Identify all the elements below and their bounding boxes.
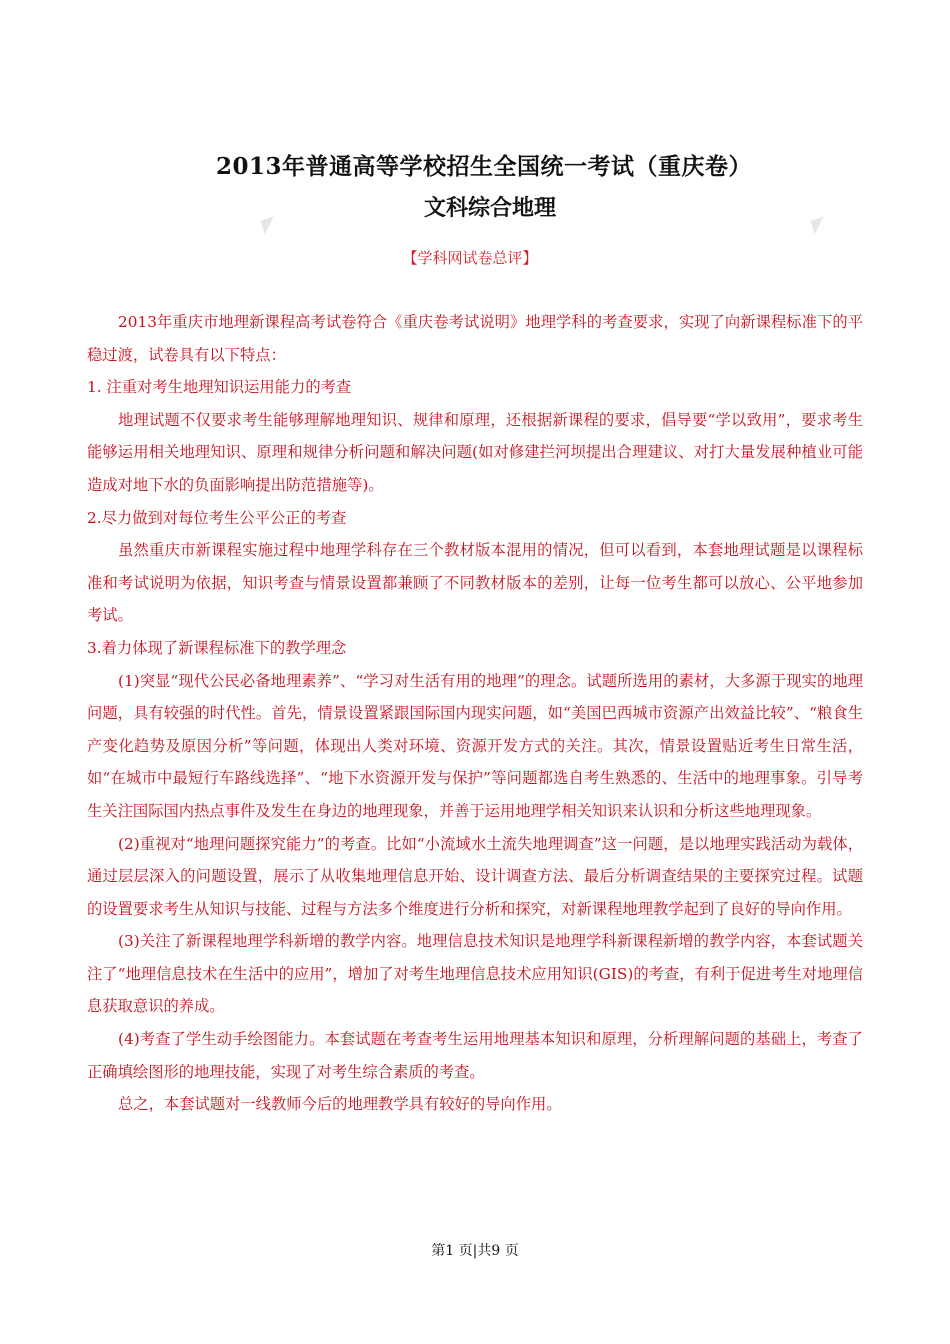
review-tag: 【学科网试卷总评】	[402, 249, 538, 267]
section-paragraph-1: 地理试题不仅要求考生能够理解地理知识、规律和原理，还根据新课程的要求，倡导要“学以致用”，要求考生能够运用相关地理知识、原理和规律分析问题和解决问题(如对修建拦河坝提出合理建议、对打大量发展种植业可能造成对地下水的负面影响提出防范措施等)。	[87, 410, 863, 494]
subsection-paragraph-2: (2)重视对“地理问题探究能力”的考查。比如“小流域水土流失地理调查”这一问题，是以地理实践活动为载体，通过层层深入的问题设置，展示了从收集地理信息开始、设计调查方法、最后分析调查结果的主要探究过程。试题的设置要求考生从知识与技能、过程与方法多个维度进行分析和探究，对新课程地理教学起到了良好的导向作用。	[87, 834, 863, 918]
page-footer: 第1 页|共9 页	[431, 1243, 519, 1259]
intro-paragraph: 2013年重庆市地理新课程高考试卷符合《重庆卷考试说明》地理学科的考查要求，实现了向新课程标准下的平稳过渡，试卷具有以下特点：	[87, 313, 863, 364]
subsection-paragraph-1: (1)突显“现代公民必备地理素养”、“学习对生活有用的地理”的理念。试题所选用的素材，大多源于现实的地理问题，具有较强的时代性。首先，情景设置紧跟国际国内现实问题，如“美国巴西城市资源产出效益比较”、“粮食生产变化趋势及原因分析”等问题，体现出人类对环境、资源开发方式的关注。其次，情景设置贴近考生日常生活，如“在城市中最短行车路线选择”、“地下水资源开发与保护”等问题都选自考生熟悉的、生活中的地理事象。引导考生关注国际国内热点事件及发生在身边的地理现象，并善于运用地理学相关知识来认识和分析这些地理现象。	[87, 671, 863, 820]
section-paragraph-2: 虽然重庆市新课程实施过程中地理学科存在三个教材版本混用的情况，但可以看到，本套地理试题是以课程标准和考试说明为依据，知识考查与情景设置都兼顾了不同教材版本的差别，让每一位考生都可以放心、公平地参加考试。	[87, 541, 863, 625]
subsection-paragraph-3: (3)关注了新课程地理学科新增的教学内容。地理信息技术知识是地理学科新课程新增的教学内容，本套试题关注了“地理信息技术在生活中的应用”，增加了对考生地理信息技术应用知识(GIS)的考查，有利于促进考生对地理信息获取意识的养成。	[87, 932, 863, 1016]
document-title: 2013年普通高等学校招生全国统一考试（重庆卷）	[215, 153, 752, 180]
summary-paragraph: 总之，本套试题对一线教师今后的地理教学具有较好的导向作用。	[118, 1095, 562, 1114]
body-text	[87, 306, 863, 1121]
section-heading-2: 2.尽力做到对每位考生公平公正的考查	[87, 508, 347, 527]
watermark-mark: ◤	[809, 212, 829, 237]
document-subtitle: 文科综合地理	[423, 195, 556, 221]
subsection-paragraph-4: (4)考查了学生动手绘图能力。本套试题在考查考生运用地理基本知识和原理，分析理解问题的基础上，考查了正确填绘图形的地理技能，实现了对考生综合素质的考查。	[87, 1030, 863, 1081]
section-heading-1: 1. 注重对考生地理知识运用能力的考查	[87, 378, 352, 397]
section-heading-3: 3.着力体现了新课程标准下的教学理念	[87, 638, 347, 657]
watermark-mark: ◤	[259, 212, 279, 237]
